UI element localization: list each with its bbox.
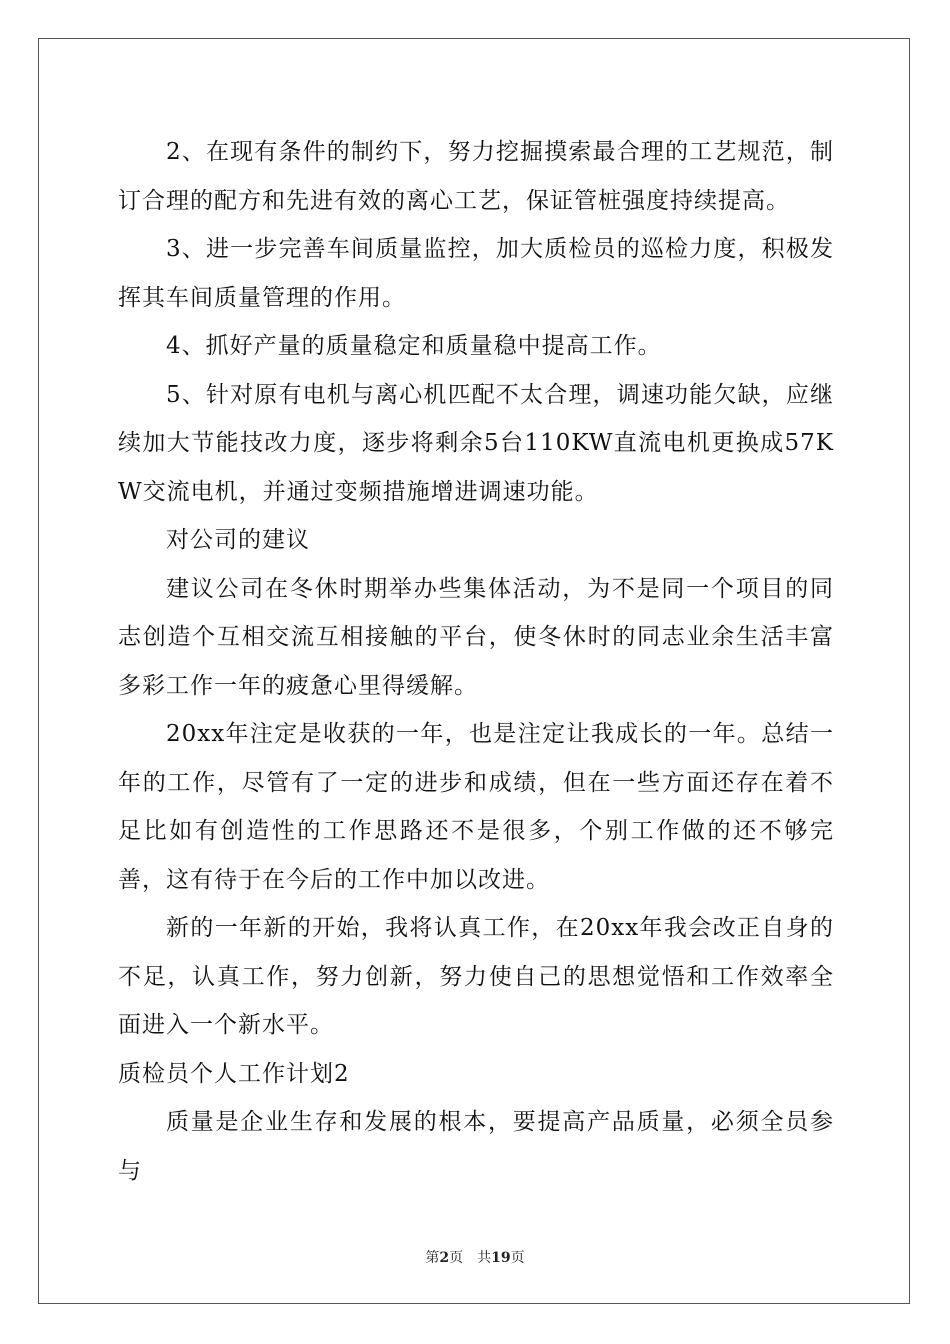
page-suffix: 页 bbox=[449, 1250, 464, 1266]
page-number: 2 bbox=[439, 1250, 450, 1266]
section-title: 质检员个人工作计划2 bbox=[118, 1060, 350, 1087]
paragraph-suggestion: 建议公司在冬休时期举办些集体活动，为不是同一个项目的同志创造个互相交流互相接触的平台，使冬休时的同志业余生活丰富多彩工作一年的疲惫心里得缓解。 bbox=[118, 575, 834, 699]
page-footer bbox=[0, 1247, 950, 1267]
paragraph-summary: 20xx年注定是收获的一年，也是注定让我成长的一年。总结一年的工作，尽管有了一定的进步和成绩，但在一些方面还存在着不足比如有创造性的工作思路还不是很多，个别工作做的还不够完善，这有待于在今后的工作中加以改进。 bbox=[118, 721, 834, 893]
paragraph-item-4: 4、抓好产量的质量稳定和质量稳中提高工作。 bbox=[166, 333, 662, 359]
paragraph-item-5: 5、针对原有电机与离心机匹配不太合理，调速功能欠缺，应继续加大节能技改力度，逐步将剩余5台110KW直流电机更换成57KW交流电机，并通过变频措施增进调速功能。 bbox=[118, 381, 834, 505]
total-pages: 19 bbox=[491, 1250, 511, 1266]
total-prefix: 共 bbox=[477, 1250, 492, 1266]
subheading-company-suggestions: 对公司的建议 bbox=[166, 527, 310, 553]
paragraph-section-intro: 质量是企业生存和发展的根本，要提高产品质量，必须全员参与 bbox=[118, 1109, 834, 1184]
paragraph-new-year: 新的一年新的开始，我将认真工作，在20xx年我会改正自身的不足，认真工作，努力创新，努力使自己的思想觉悟和工作效率全面进入一个新水平。 bbox=[118, 915, 834, 1038]
document-body bbox=[118, 128, 834, 1195]
paragraph-item-2: 2、在现有条件的制约下，努力挖掘摸索最合理的工艺规范，制订合理的配方和先进有效的离心工艺，保证管桩强度持续提高。 bbox=[118, 139, 834, 214]
page-prefix: 第 bbox=[425, 1250, 440, 1266]
paragraph-item-3: 3、进一步完善车间质量监控，加大质检员的巡检力度，积极发挥其车间质量管理的作用。 bbox=[118, 236, 834, 311]
total-suffix: 页 bbox=[510, 1250, 525, 1266]
